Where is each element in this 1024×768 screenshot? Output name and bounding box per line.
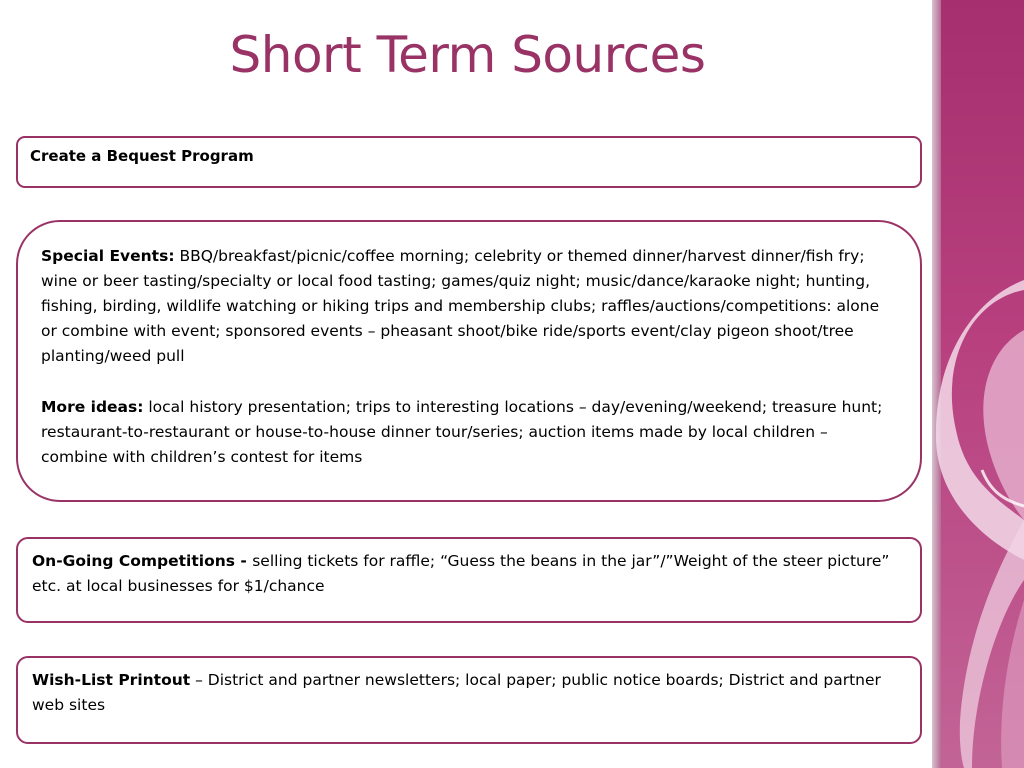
special-events-box [16,220,922,502]
decorative-side-band [932,0,1024,768]
wishlist-paragraph [32,668,906,718]
special-events-label: Special Events: [41,247,175,265]
more-ideas-text: local history presentation; trips to interesting locations – day/evening/weekend; treasure hunt; restaurant-to-restaurant or house-to-house dinner tour/series; auction items made by local children – combine with children’s contest for items [41,398,883,466]
special-events-paragraph [41,244,898,369]
more-ideas-paragraph [41,395,898,470]
ongoing-text: selling tickets for raffle; “Guess the beans in the jar”/”Weight of the steer picture” etc. at local businesses for $1/chance [32,552,890,595]
page-title: Short Term Sources [229,26,706,84]
ongoing-competitions-box [16,537,922,623]
special-events-text: BBQ/breakfast/picnic/coffee morning; celebrity or themed dinner/harvest dinner/fish fry; wine or beer tasting/specialty or local food tasting; games/quiz night; music/dance/karaoke night; hunting, fishing, birding, wildlife watching or hiking trips and membership clubs; raffles/auctions/competitions: alone or combine with event; sponsored events – pheasant shoot/bike ride/sports event/clay pigeon shoot/tree planting/weed pull [41,247,880,365]
wishlist-label: Wish-List Printout [32,671,191,689]
bequest-label: Create a Bequest Program [30,147,254,165]
ongoing-label: On-Going Competitions - [32,552,253,570]
ongoing-paragraph [32,549,906,599]
wish-list-box [16,656,922,744]
more-ideas-label: More ideas: [41,398,144,416]
wishlist-text: – District and partner newsletters; local paper; public notice boards; District and partner web sites [32,671,881,714]
bequest-box [16,136,922,188]
